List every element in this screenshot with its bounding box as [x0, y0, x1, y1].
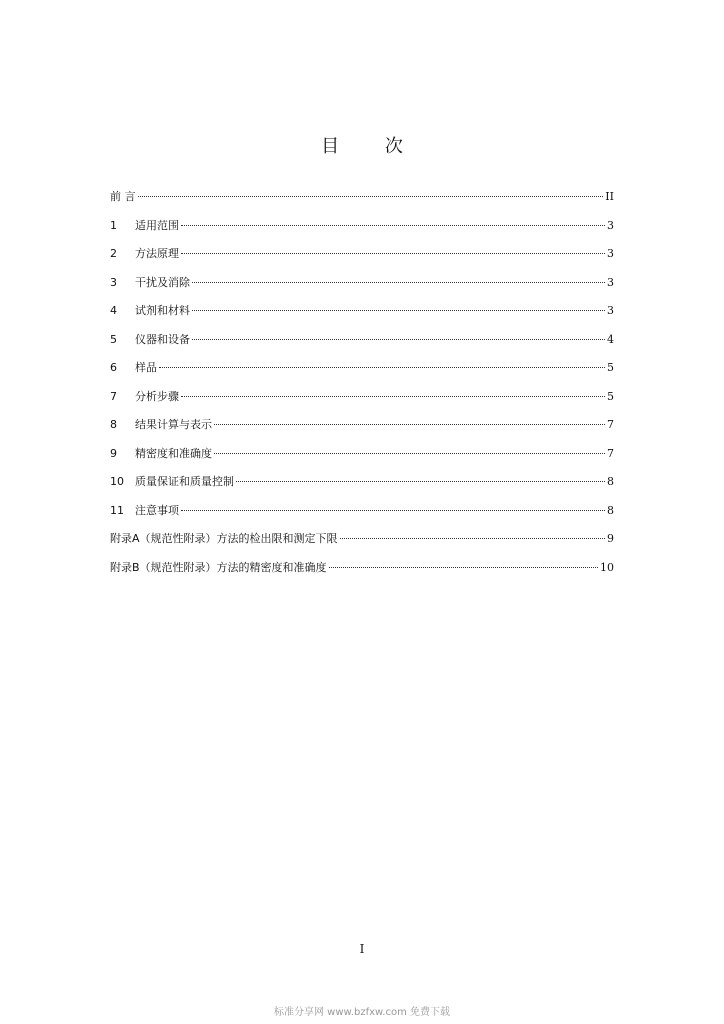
toc-entry-page: 5	[607, 361, 614, 374]
toc-entry-page: 5	[607, 389, 614, 403]
toc-entry-7[interactable]	[110, 388, 614, 417]
toc-entry-title: 干扰及消除	[135, 275, 190, 289]
toc-leader-dots	[192, 339, 605, 340]
toc-entry-page: 7	[607, 418, 614, 431]
toc-entry-number: 11	[110, 503, 124, 517]
toc-entry-1[interactable]	[110, 217, 614, 246]
toc-leader-dots	[181, 396, 605, 397]
toc-entry-number: 7	[110, 389, 117, 403]
watermark-footer: 标准分享网 www.bzfxw.com 免费下载	[274, 1007, 450, 1018]
toc-entry-title: 精密度和准确度	[135, 446, 212, 460]
toc-entry-title: 分析步骤	[135, 389, 179, 403]
toc-entry-page: 10	[600, 560, 614, 574]
toc-entry-number: 2	[110, 247, 117, 260]
toc-entry-4[interactable]	[110, 302, 614, 331]
toc-leader-dots	[159, 367, 605, 368]
toc-entry-8[interactable]	[110, 416, 614, 445]
toc-entry-page: 3	[607, 275, 614, 289]
toc-entry-number: 6	[110, 361, 117, 374]
toc-entry-page: 3	[607, 218, 614, 232]
toc-entry-2[interactable]	[110, 245, 614, 274]
toc-entry-3[interactable]	[110, 274, 614, 303]
toc-entry-title: 前 言	[110, 190, 136, 203]
toc-entry-number: 1	[110, 218, 117, 232]
toc-entry-page: 8	[607, 503, 614, 517]
toc-entry-number: 4	[110, 304, 117, 317]
toc-leader-dots	[329, 567, 598, 568]
toc-entry-page: 3	[607, 304, 614, 317]
page-number: I	[359, 942, 365, 956]
toc-entry-title: 样品	[135, 361, 157, 374]
toc-leader-dots	[340, 538, 605, 539]
toc-entry-11[interactable]	[110, 502, 614, 531]
toc-entry-10[interactable]	[110, 473, 614, 502]
toc-entry-title: 附录B（规范性附录）方法的精密度和准确度	[110, 560, 327, 574]
toc-entry-number: 3	[110, 275, 117, 289]
page-title: 目 次	[321, 136, 423, 157]
toc-entry-number: 5	[110, 332, 117, 346]
toc-entry-title: 仪器和设备	[135, 332, 190, 346]
toc-entry-title: 试剂和材料	[135, 304, 190, 317]
toc-entry-page: 3	[607, 247, 614, 260]
toc-entry-number: 10	[110, 475, 124, 488]
toc-leader-dots	[192, 282, 605, 283]
toc-leader-dots	[236, 481, 605, 482]
toc-entry-title: 附录A（规范性附录）方法的检出限和测定下限	[110, 532, 338, 545]
toc-entry-5[interactable]	[110, 331, 614, 360]
toc-entry-title: 方法原理	[135, 247, 179, 260]
toc-entry-title: 质量保证和质量控制	[135, 475, 234, 488]
toc-entry-page: 9	[607, 532, 614, 545]
toc-leader-dots	[214, 453, 605, 454]
toc-entry-appendix-b[interactable]	[110, 559, 614, 588]
toc-entry-appendix-a[interactable]	[110, 530, 614, 559]
toc-entry-foreword[interactable]	[110, 188, 614, 217]
toc-leader-dots	[181, 253, 605, 254]
toc-leader-dots	[138, 196, 604, 197]
toc-entry-page: 8	[607, 475, 614, 488]
toc-entry-page: II	[605, 190, 614, 203]
toc-leader-dots	[181, 510, 605, 511]
toc-entry-title: 结果计算与表示	[135, 418, 212, 431]
toc-leader-dots	[181, 225, 605, 226]
toc-leader-dots	[214, 424, 605, 425]
toc-entry-title: 注意事项	[135, 503, 179, 517]
toc-leader-dots	[192, 310, 605, 311]
toc-entry-number: 9	[110, 446, 117, 460]
toc-entry-6[interactable]	[110, 359, 614, 388]
table-of-contents	[110, 188, 614, 587]
toc-entry-page: 7	[607, 446, 614, 460]
toc-entry-number: 8	[110, 418, 117, 431]
toc-entry-title: 适用范围	[135, 218, 179, 232]
toc-entry-page: 4	[607, 332, 614, 346]
toc-entry-9[interactable]	[110, 445, 614, 474]
